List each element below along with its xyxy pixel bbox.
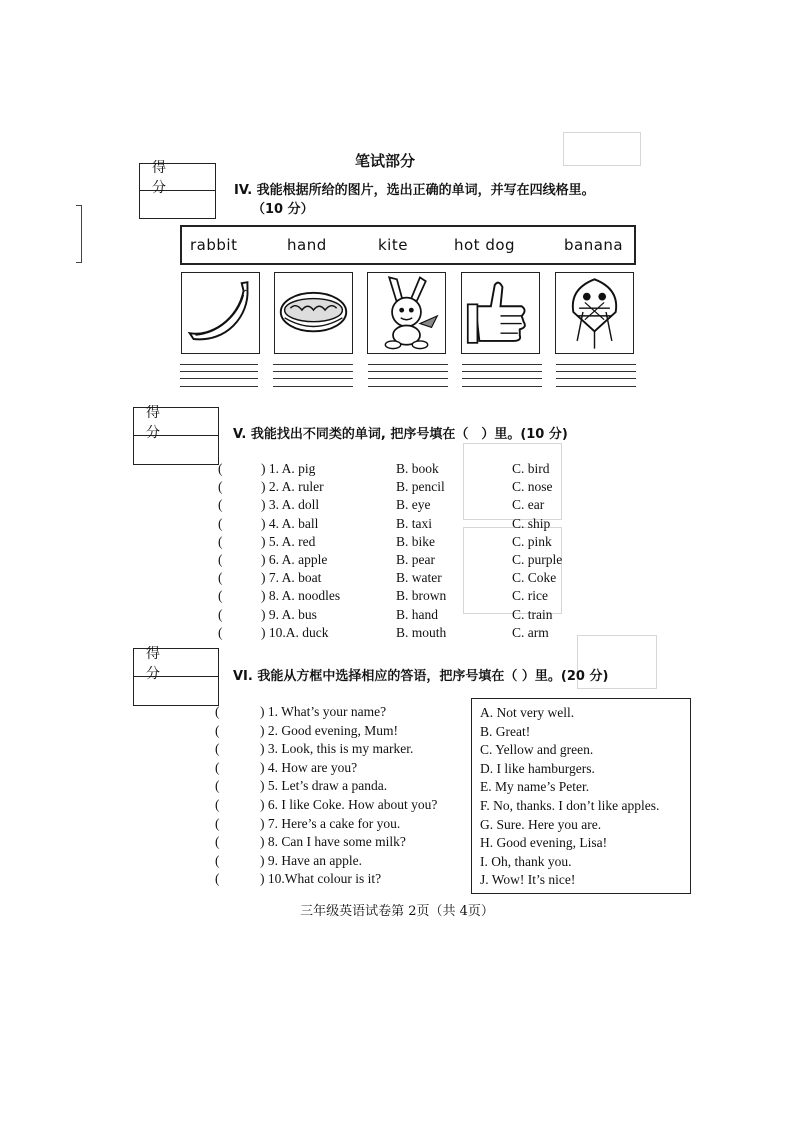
answer-paren[interactable]: ( — [218, 588, 223, 604]
answer-paren[interactable]: ( — [218, 552, 223, 567]
writing-line — [368, 386, 448, 387]
score-label: 得 分 — [140, 164, 215, 191]
hot-dog-picture — [274, 272, 353, 354]
option-c: C. nose — [512, 479, 553, 495]
rabbit-picture — [367, 272, 446, 354]
writing-line — [368, 378, 448, 379]
answer-paren[interactable]: ( — [215, 797, 220, 812]
answer-paren[interactable]: ( — [215, 834, 220, 850]
question-text: ) 9. Have an apple. — [260, 852, 362, 868]
answer-option: E. My name’s Peter. — [480, 779, 590, 795]
option-c: C. ship — [512, 515, 551, 531]
answer-paren[interactable]: ( — [215, 778, 220, 794]
writing-line — [180, 364, 258, 365]
option-c: C. train — [512, 606, 553, 622]
answer-option: J. Wow! It’s nice! — [480, 872, 576, 888]
section4-heading: IV. 我能根据所给的图片，选出正确的单词，并写在四线格里。 — [234, 183, 595, 198]
answer-paren[interactable]: ( — [218, 624, 223, 640]
option-c: C. Coke — [512, 570, 557, 586]
writing-line — [462, 364, 542, 365]
question-text: ) 5. Let’s draw a panda. — [260, 778, 388, 794]
kite-picture — [555, 272, 634, 354]
option-a: ) 6. A. apple — [261, 552, 328, 567]
question-text: ) 10.What colour is it? — [260, 871, 382, 887]
answer-paren[interactable]: ( — [215, 759, 220, 775]
option-a: ) 4. A. ball — [261, 515, 319, 531]
writing-line — [180, 371, 258, 372]
answer-paren[interactable]: ( — [215, 722, 220, 738]
question-text: ) 4. How are you? — [260, 759, 358, 775]
option-c: C. arm — [512, 624, 549, 640]
answer-paren[interactable]: ( — [215, 871, 220, 887]
page-title: 笔试部分 — [355, 152, 416, 170]
writing-line — [368, 364, 448, 365]
option-a: ) 3. A. doll — [261, 497, 320, 513]
writing-line — [273, 364, 353, 365]
word-option: rabbit — [190, 236, 238, 254]
section5-heading: V. 我能找出不同类的单词, 把序号填在（ ）里。(10 分) — [233, 427, 568, 442]
word-option: banana — [564, 236, 624, 254]
word-option: kite — [378, 236, 408, 254]
score-label: 得 分 — [134, 408, 218, 436]
word-bank — [180, 225, 636, 265]
option-c: C. ear — [512, 497, 545, 513]
writing-line — [273, 371, 353, 372]
score-box — [133, 645, 219, 706]
answer-paren[interactable]: ( — [218, 570, 223, 586]
option-c: C. pink — [512, 533, 552, 549]
answer-paren[interactable]: ( — [218, 461, 223, 476]
binding-bracket — [76, 205, 82, 263]
section4-points: （10 分） — [252, 202, 314, 217]
writing-line — [180, 378, 258, 379]
option-b: B. bike — [396, 533, 435, 549]
answer-options-box — [471, 698, 691, 894]
writing-line — [180, 386, 258, 387]
banana-picture — [181, 272, 260, 354]
answer-option: H. Good evening, Lisa! — [480, 835, 608, 851]
option-b: B. eye — [396, 497, 431, 513]
option-c: C. rice — [512, 588, 548, 604]
score-label: 得 分 — [134, 649, 218, 677]
option-a: ) 2. A. ruler — [261, 479, 324, 495]
score-box — [139, 160, 216, 219]
option-c: C. bird — [512, 461, 550, 476]
word-option: hot dog — [454, 236, 516, 254]
option-a: ) 1. A. pig — [261, 461, 316, 476]
question-text: ) 7. Here’s a cake for you. — [260, 815, 401, 831]
answer-option: C. Yellow and green. — [480, 742, 594, 758]
option-b: B. pear — [396, 552, 435, 567]
answer-option: I. Oh, thank you. — [480, 853, 572, 869]
option-b: B. hand — [396, 606, 438, 622]
answer-paren[interactable]: ( — [218, 606, 223, 622]
option-a: ) 8. A. noodles — [261, 588, 341, 604]
option-b: B. water — [396, 570, 442, 586]
answer-option: G. Sure. Here you are. — [480, 816, 602, 832]
hand-picture — [461, 272, 540, 354]
writing-line — [556, 364, 636, 365]
option-a: ) 5. A. red — [261, 533, 316, 549]
answer-paren[interactable]: ( — [218, 497, 223, 513]
option-b: B. pencil — [396, 479, 445, 495]
word-option: hand — [287, 236, 327, 254]
answer-option: D. I like hamburgers. — [480, 760, 595, 776]
question-text: ) 3. Look, this is my marker. — [260, 741, 414, 757]
option-b: B. brown — [396, 588, 447, 604]
writing-line — [273, 386, 353, 387]
bleed-through-box — [563, 132, 641, 166]
answer-paren[interactable]: ( — [218, 533, 223, 549]
writing-line — [462, 371, 542, 372]
option-a: ) 9. A. bus — [261, 606, 317, 622]
question-text: ) 8. Can I have some milk? — [260, 834, 406, 850]
option-b: B. book — [396, 461, 439, 476]
writing-line — [556, 371, 636, 372]
answer-paren[interactable]: ( — [218, 515, 223, 531]
answer-option: F. No, thanks. I don’t like apples. — [480, 798, 660, 813]
score-box — [133, 404, 219, 465]
question-text: ) 6. I like Coke. How about you? — [260, 797, 438, 812]
answer-paren[interactable]: ( — [215, 852, 220, 868]
option-c: C. purple — [512, 552, 563, 567]
question-text: ) 2. Good evening, Mum! — [260, 722, 398, 738]
section6-heading: VI. 我能从方框中选择相应的答语，把序号填在（ ）里。(20 分) — [233, 669, 609, 684]
option-a: ) 10.A. duck — [261, 624, 329, 640]
question-text: ) 1. What’s your name? — [260, 704, 387, 719]
answer-option: A. Not very well. — [480, 705, 575, 720]
answer-paren[interactable]: ( — [215, 704, 220, 719]
writing-line — [462, 378, 542, 379]
answer-paren[interactable]: ( — [215, 741, 220, 757]
writing-line — [368, 371, 448, 372]
option-b: B. mouth — [396, 624, 447, 640]
answer-option: B. Great! — [480, 723, 531, 739]
option-b: B. taxi — [396, 515, 432, 531]
answer-paren[interactable]: ( — [218, 479, 223, 495]
writing-line — [462, 386, 542, 387]
writing-line — [556, 378, 636, 379]
page-footer: 三年级英语试卷第 2页（共 4页） — [300, 904, 494, 919]
writing-line — [273, 378, 353, 379]
writing-line — [556, 386, 636, 387]
answer-paren[interactable]: ( — [215, 815, 220, 831]
option-a: ) 7. A. boat — [261, 570, 322, 586]
